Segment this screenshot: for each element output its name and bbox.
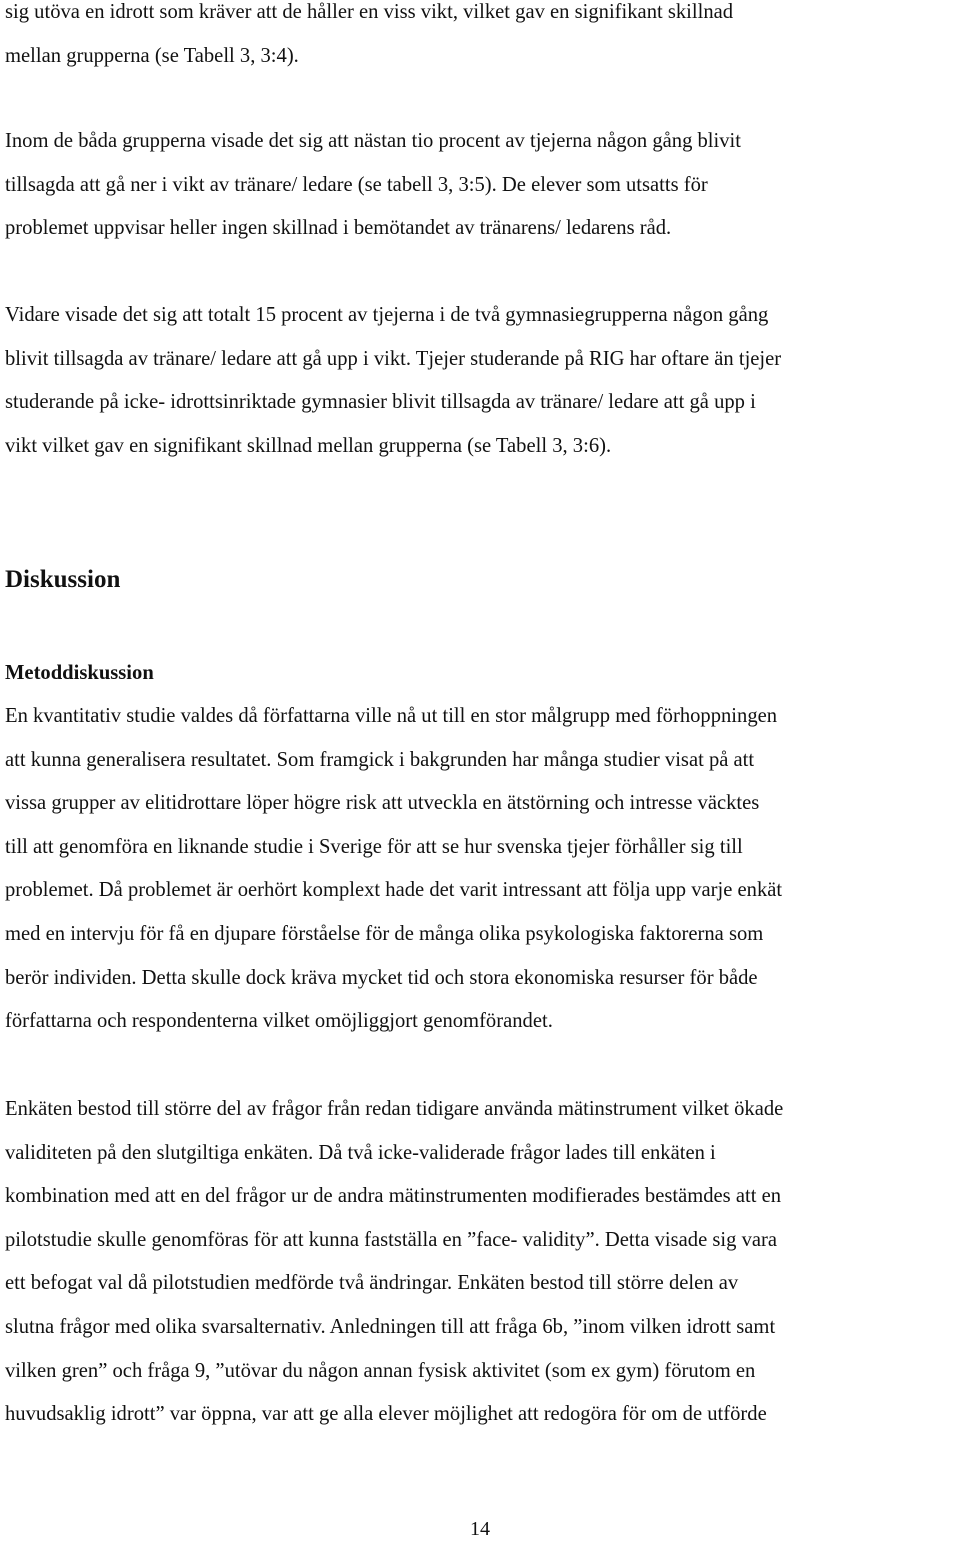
text-line: huvudsaklig idrott” var öppna, var att ge alla elever möjlighet att redogöra för om de utförde bbox=[5, 1403, 767, 1426]
paragraph-method-survey bbox=[5, 1088, 783, 1437]
text-line: Enkäten bestod till större del av frågor från redan tidigare använda mätinstrument vilket ökade bbox=[5, 1098, 784, 1120]
text-line: mellan grupperna (se Tabell 3, 3:4). bbox=[5, 44, 299, 67]
text-line: sig utöva en idrott som kräver att de håller en viss vikt, vilket gav en signifikant skillnad bbox=[5, 1, 734, 23]
paragraph-results-gain-weight bbox=[5, 294, 781, 468]
text-line: problemet uppvisar heller ingen skillnad i bemötandet av tränarens/ ledarens råd. bbox=[5, 217, 672, 240]
text-line: vissa grupper av elitidrottare löper högre risk att utveckla en ätstörning och intresse väcktes bbox=[5, 792, 760, 815]
section-heading-discussion: Diskussion bbox=[5, 566, 121, 593]
text-line: slutna frågor med olika svarsalternativ. Anledningen till att fråga 6b, ”inom vilken idrott samt bbox=[5, 1315, 776, 1338]
paragraph-results-weight-sport bbox=[5, 0, 733, 78]
text-line: tillsagda att gå ner i vikt av tränare/ ledare (se tabell 3, 3:5). De elever som utsatts för bbox=[5, 173, 708, 196]
text-line: med en intervju för få en djupare förståelse för de många olika psykologiska faktorerna som bbox=[5, 922, 764, 945]
text-line: ett befogat val då pilotstudien medförde två ändringar. Enkäten bestod till större delen av bbox=[5, 1272, 739, 1295]
page-number: 14 bbox=[470, 1518, 490, 1540]
text-line: att kunna generalisera resultatet. Som framgick i bakgrunden har många studier visat på att bbox=[5, 748, 755, 771]
text-line: En kvantitativ studie valdes då författarna ville nå ut till en stor målgrupp med förhoppningen bbox=[5, 705, 778, 727]
paragraph-method-quantitative bbox=[5, 695, 782, 1044]
text-line: studerande på icke- idrottsinriktade gymnasier blivit tillsagda av tränare/ ledare att gå upp i bbox=[5, 391, 756, 414]
text-line: Inom de båda grupperna visade det sig att nästan tio procent av tjejerna någon gång blivit bbox=[5, 130, 741, 152]
text-line: författarna och respondenterna vilket omöjliggjort genomförandet. bbox=[5, 1010, 553, 1033]
text-line: problemet. Då problemet är oerhört komplext hade det varit intressant att följa upp varje enkät bbox=[5, 879, 783, 902]
text-line: pilotstudie skulle genomföras för att kunna fastställa en ”face- validity”. Detta visade sig vara bbox=[5, 1228, 778, 1251]
text-line: vikt vilket gav en signifikant skillnad mellan grupperna (se Tabell 3, 3:6). bbox=[5, 434, 612, 457]
text-line: blivit tillsagda av tränare/ ledare att gå upp i vikt. Tjejer studerande på RIG har oftare än tjejer bbox=[5, 347, 782, 370]
text-line: berör individen. Detta skulle dock kräva mycket tid och stora ekonomiska resurser för både bbox=[5, 966, 758, 989]
text-line: vilken gren” och fråga 9, ”utövar du någon annan fysisk aktivitet (som ex gym) förutom en bbox=[5, 1359, 756, 1382]
text-line: kombination med att en del frågor ur de andra mätinstrumenten modifierades bestämdes att en bbox=[5, 1185, 782, 1208]
text-line: validiteten på den slutgiltiga enkäten. Då två icke-validerade frågor lades till enkäten i bbox=[5, 1141, 716, 1164]
paragraph-results-lose-weight bbox=[5, 120, 741, 251]
text-line: till att genomföra en liknande studie i Sverige för att se hur svenska tjejer förhåller sig till bbox=[5, 835, 743, 858]
text-line: Vidare visade det sig att totalt 15 procent av tjejerna i de två gymnasiegrupperna någon gång bbox=[5, 304, 769, 326]
subsection-heading-method-discussion: Metoddiskussion bbox=[5, 662, 154, 684]
